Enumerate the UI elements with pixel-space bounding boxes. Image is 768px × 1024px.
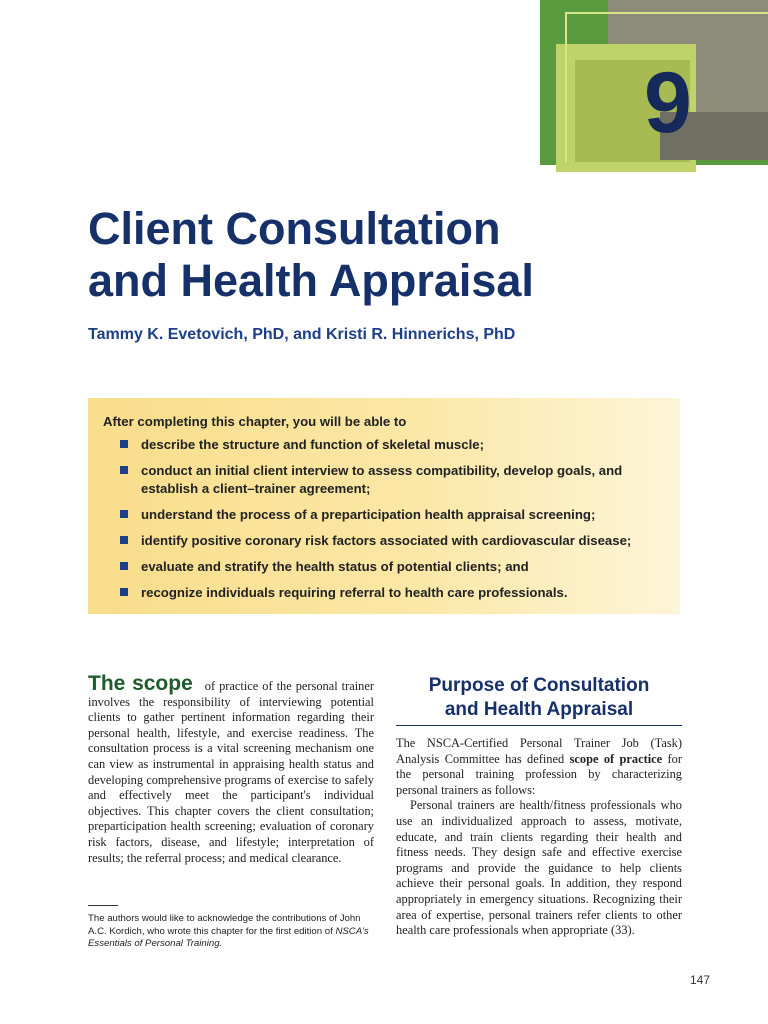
objective-item bbox=[103, 506, 671, 524]
footnote-book-title: NSCA's Essentials of Personal Training. bbox=[88, 925, 369, 949]
chapter-authors: Tammy K. Evetovich, PhD, and Kristi R. Hinnerichs, PhD bbox=[88, 326, 516, 343]
objective-item bbox=[103, 462, 671, 498]
footnote-text: The authors would like to acknowledge the contributions of John A.C. Kordich, who wrote this chapter for the first edition of bbox=[88, 913, 361, 937]
objective-text: understand the process of a preparticipation health appraisal screening; bbox=[141, 507, 596, 522]
page-number: 147 bbox=[690, 973, 711, 987]
chapter-badge bbox=[540, 0, 768, 172]
objective-text: evaluate and stratify the health status of potential clients; and bbox=[141, 559, 529, 574]
square-bullet-icon bbox=[120, 562, 128, 570]
learning-objectives-box bbox=[88, 398, 680, 614]
purpose-paragraph-1 bbox=[396, 736, 682, 798]
right-column bbox=[396, 672, 682, 939]
p1-text-before: The NSCA-Certified Personal Trainer Job (Task) Analysis Committee has defined bbox=[396, 736, 682, 766]
intro-body: of practice of the personal trainer involves the responsibility of interviewing potential clients to gather pertinent information regarding their personal health, lifestyle, and exercise readiness. The consultation process is a vital screening mechanism one can view as instrumental in appraising health status and developing comprehensive programs of exercise to safely and effectively meet the participant's individual objectives. This chapter covers the client consultation; preparticipation health screening; evaluation of coronary risk factors, disease, and lifestyle; interpretation of results; the referral process; and medical clearance. bbox=[88, 679, 375, 865]
objective-item bbox=[103, 436, 671, 454]
chapter-title bbox=[88, 203, 648, 307]
square-bullet-icon bbox=[120, 466, 128, 474]
objective-item bbox=[103, 584, 671, 602]
badge-line-horizontal bbox=[565, 12, 768, 14]
objective-text: recognize individuals requiring referral to health care professionals. bbox=[141, 585, 568, 600]
objective-text: identify positive coronary risk factors associated with cardiovascular disease; bbox=[141, 533, 632, 548]
footnote bbox=[88, 913, 378, 951]
square-bullet-icon bbox=[120, 510, 128, 518]
chapter-title-line-2: and Health Appraisal bbox=[88, 255, 534, 306]
scope-lead-in: The scope bbox=[88, 672, 193, 695]
badge-line-vertical bbox=[565, 12, 567, 162]
square-bullet-icon bbox=[120, 440, 128, 448]
footnote-rule bbox=[88, 905, 118, 906]
square-bullet-icon bbox=[120, 536, 128, 544]
section-heading-line-2: and Health Appraisal bbox=[444, 699, 634, 720]
chapter-number: 9 bbox=[644, 55, 692, 151]
purpose-paragraph-2: Personal trainers are health/fitness professionals who use an individualized approach to assess, motivate, educate, and train clients regarding their health and fitness needs. They design safe and effective exercise programs and provide the guidance to help clients achieve their personal goals. In addition, they respond appropriately in emergency situations. Recognizing their area of expertise, personal trainers refer clients to other health care professionals when appropriate (33). bbox=[396, 798, 682, 938]
objective-text: conduct an initial client interview to assess compatibility, develop goals, and establish a client–trainer agreement; bbox=[141, 463, 623, 496]
objective-item bbox=[103, 532, 671, 550]
objectives-list bbox=[103, 436, 680, 602]
intro-paragraph bbox=[88, 672, 375, 866]
p1-scope-of-practice: scope of practice bbox=[569, 751, 663, 766]
chapter-title-line-1: Client Consultation bbox=[88, 203, 501, 254]
section-heading-line-1: Purpose of Consultation bbox=[428, 675, 650, 696]
objectives-intro: After completing this chapter, you will be able to bbox=[103, 414, 407, 429]
objective-text: describe the structure and function of skeletal muscle; bbox=[141, 437, 484, 452]
objective-item bbox=[103, 558, 671, 576]
square-bullet-icon bbox=[120, 588, 128, 596]
p1-text-after: for the personal training profession by characterizing personal trainers as follows: bbox=[396, 751, 682, 797]
section-heading bbox=[396, 674, 682, 726]
